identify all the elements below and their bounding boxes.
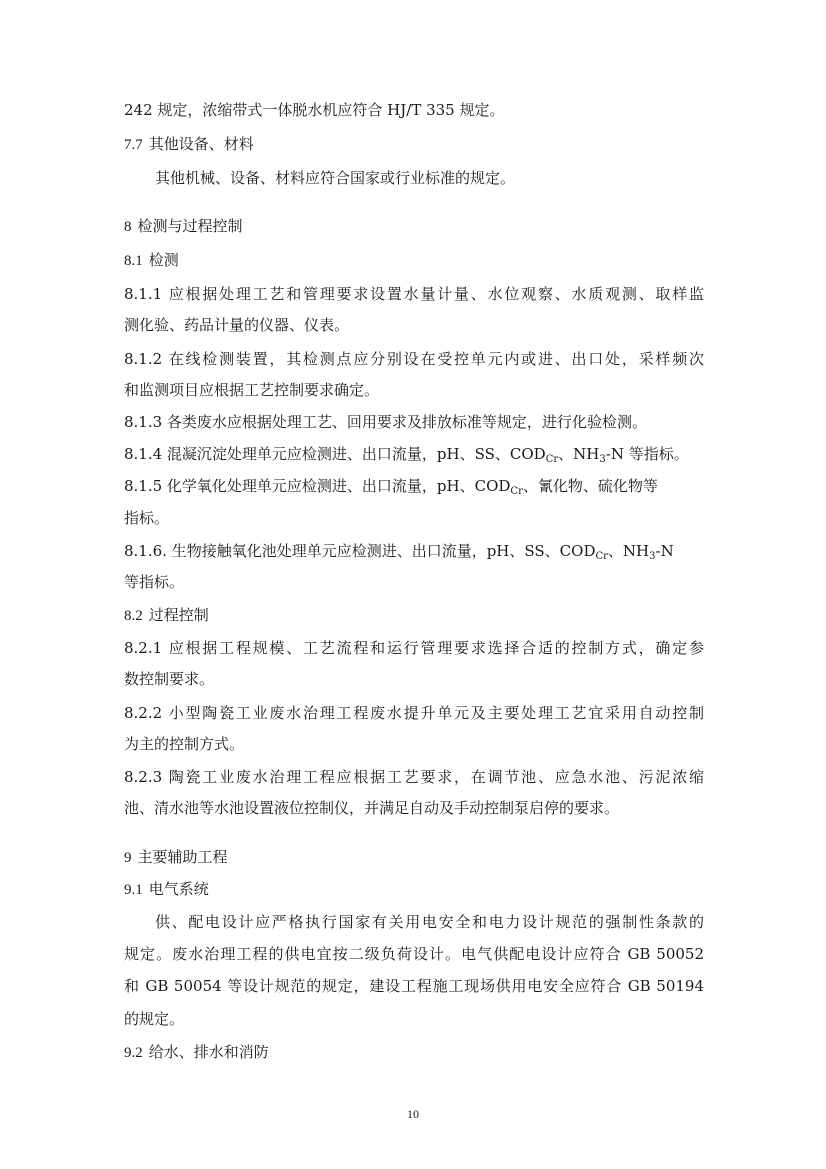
paragraph-line: 8.1.2 在线检测装置，其检测点应分别设在受控单元内或进、出口处，采样频次 bbox=[124, 350, 704, 368]
paragraph-line: 8.1.3 各类废水应根据处理工艺、回用要求及排放标准等规定，进行化验检测。 bbox=[124, 413, 647, 431]
text-run: 、NH bbox=[607, 542, 650, 560]
paragraph-line: 指标。 bbox=[124, 509, 170, 527]
paragraph-line: 242 规定，浓缩带式一体脱水机应符合 HJ/T 335 规定。 bbox=[124, 101, 505, 119]
section-title: 检测 bbox=[148, 251, 179, 269]
subscript: 3 bbox=[649, 551, 656, 562]
paragraph-line: 等指标。 bbox=[124, 573, 185, 591]
section-heading-7-7 bbox=[124, 134, 254, 155]
page-number: 10 bbox=[407, 1107, 419, 1121]
text-run: 8.1.4 混凝沉淀处理单元应检测进、出口流量，pH、SS、COD bbox=[124, 445, 546, 463]
section-number: 7.7 bbox=[124, 137, 143, 153]
paragraph-line: 供、配电设计应严格执行国家有关用电安全和电力设计规范的强制性条款的 bbox=[155, 913, 704, 931]
paragraph-line: 为主的控制方式。 bbox=[124, 735, 245, 753]
section-number: 9.2 bbox=[124, 1045, 143, 1061]
section-heading-8-2 bbox=[124, 605, 209, 626]
section-number: 8.2 bbox=[124, 608, 143, 624]
section-heading-8-1 bbox=[124, 250, 179, 271]
subscript: Cr bbox=[595, 551, 608, 562]
section-title: 过程控制 bbox=[148, 606, 209, 624]
subscript: Cr bbox=[545, 454, 559, 465]
text-run: 8.1.6. 生物接触氧化池处理单元应检测进、出口流量，pH、SS、COD bbox=[124, 542, 596, 560]
subscript: Cr bbox=[510, 486, 523, 497]
paragraph-line: 其他机械、设备、材料应符合国家或行业标准的规定。 bbox=[155, 169, 516, 187]
paragraph-line bbox=[124, 444, 689, 464]
text-run: 、氰化物、硫化物等 bbox=[522, 477, 658, 495]
text-run: -N bbox=[655, 542, 674, 560]
paragraph-line: 的规定。 bbox=[124, 1010, 185, 1028]
paragraph-line: 8.2.2 小型陶瓷工业废水治理工程废水提升单元及主要处理工艺宜采用自动控制 bbox=[124, 704, 704, 722]
section-number: 8 bbox=[124, 219, 132, 235]
paragraph-line: 测化验、药品计量的仪器、仪表。 bbox=[124, 316, 350, 334]
section-title: 主要辅助工程 bbox=[137, 848, 228, 866]
section-heading-8 bbox=[124, 216, 243, 237]
section-number: 9.1 bbox=[124, 882, 143, 898]
text-run: 8.1.5 化学氧化处理单元应检测进、出口流量，pH、COD bbox=[124, 477, 511, 495]
section-title: 其他设备、材料 bbox=[148, 135, 254, 153]
section-title: 检测与过程控制 bbox=[137, 217, 243, 235]
text-run: -N 等指标。 bbox=[605, 445, 689, 463]
section-heading-9 bbox=[124, 847, 228, 868]
paragraph-line: 数控制要求。 bbox=[124, 670, 215, 688]
paragraph-line bbox=[124, 476, 658, 496]
paragraph-line: 和 GB 50054 等设计规范的规定，建设工程施工现场供用电安全应符合 GB 50194 bbox=[124, 977, 704, 995]
paragraph-line: 规定。废水治理工程的供电宜按二级负荷设计。电气供配电设计应符合 GB 50052 bbox=[124, 945, 704, 963]
paragraph-line: 8.1.1 应根据处理工艺和管理要求设置水量计量、水位观察、水质观测、取样监 bbox=[124, 285, 704, 303]
paragraph-line: 池、清水池等水池设置液位控制仪，并满足自动及手动控制泵启停的要求。 bbox=[124, 799, 620, 817]
paragraph-line: 8.2.1 应根据工程规模、工艺流程和运行管理要求选择合适的控制方式，确定参 bbox=[124, 639, 704, 657]
section-title: 给水、排水和消防 bbox=[148, 1043, 269, 1061]
section-number: 8.1 bbox=[124, 253, 143, 269]
section-title: 电气系统 bbox=[148, 880, 209, 898]
paragraph-line: 8.2.3 陶瓷工业废水治理工程应根据工艺要求，在调节池、应急水池、污泥浓缩 bbox=[124, 768, 704, 786]
subscript: 3 bbox=[599, 454, 606, 465]
section-heading-9-2 bbox=[124, 1042, 269, 1063]
text-run: 、NH bbox=[558, 445, 600, 463]
section-heading-9-1 bbox=[124, 879, 209, 900]
paragraph-line: 和监测项目应根据工艺控制要求确定。 bbox=[124, 381, 380, 399]
section-number: 9 bbox=[124, 850, 132, 866]
paragraph-line bbox=[124, 541, 674, 561]
